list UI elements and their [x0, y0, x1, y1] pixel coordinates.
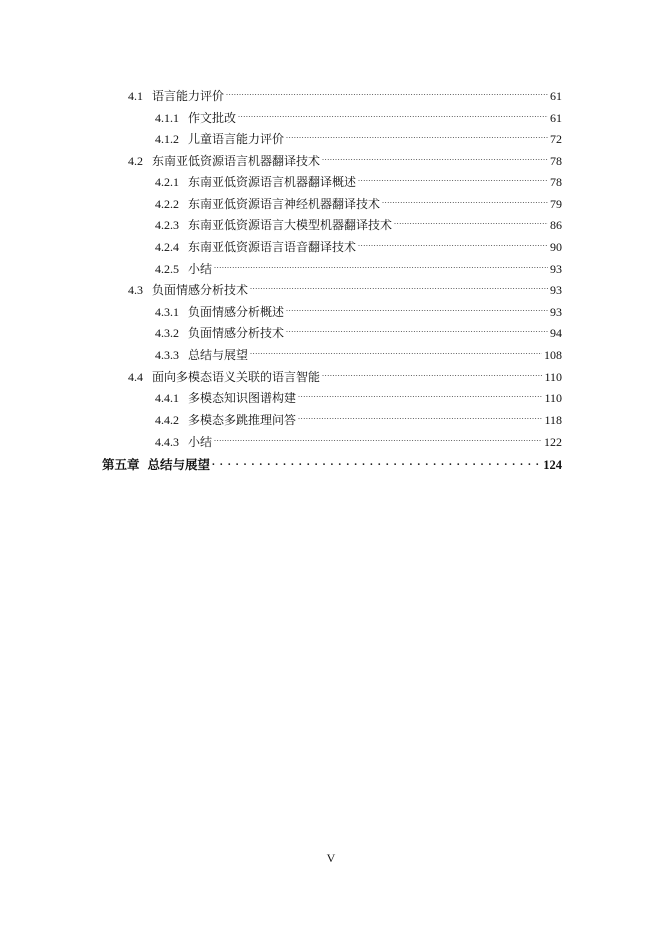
dot-leader — [238, 106, 548, 122]
toc-entry-4-2-5[interactable] — [155, 257, 562, 277]
toc-entry-4-3-1[interactable] — [155, 300, 562, 320]
dot-leader — [358, 170, 548, 186]
dot-leader — [214, 430, 542, 446]
toc-entry-title: 小结 — [188, 435, 213, 449]
toc-entry-4-4-2[interactable] — [155, 408, 562, 428]
dot-leader — [322, 365, 542, 381]
toc-entry-title: 语言能力评价 — [152, 89, 225, 103]
toc-entry-4-4-3[interactable] — [155, 430, 562, 450]
toc-entry-page: 93 — [550, 305, 562, 319]
toc-entry-title: 多模态多跳推理问答 — [188, 413, 297, 427]
toc-entry-page: 78 — [550, 175, 562, 189]
toc-entry-title: 负面情感分析技术 — [152, 283, 249, 297]
dot-leader — [226, 84, 548, 100]
toc-entry-title: 小结 — [188, 262, 213, 276]
toc-entry-page: 93 — [550, 283, 562, 297]
toc-entry-page: 79 — [550, 197, 562, 211]
dot-leader — [214, 257, 548, 273]
toc-entry-4-1-2[interactable] — [155, 127, 562, 147]
toc-entry-page: 94 — [550, 326, 562, 340]
toc-entry-page: 122 — [544, 435, 562, 449]
toc-entry-number: 4.4.1 — [155, 391, 179, 405]
toc-entry-number: 4.2 — [128, 154, 143, 168]
toc-entry-number: 4.2.5 — [155, 262, 179, 276]
toc-entry-number: 4.2.4 — [155, 240, 179, 254]
toc-entry-title: 东南亚低资源语言语音翻译技术 — [188, 240, 357, 254]
toc-entry-4-3[interactable] — [128, 278, 562, 298]
toc-entry-number: 4.3.3 — [155, 348, 179, 362]
toc-entry-4-2-3[interactable] — [155, 213, 562, 233]
toc-entry-number: 4.4.2 — [155, 413, 179, 427]
toc-entry-title: 多模态知识图谱构建 — [188, 391, 297, 405]
toc-entry-page: 61 — [550, 89, 562, 103]
dot-leader — [286, 127, 548, 143]
toc-entry-number: 4.1.1 — [155, 111, 179, 125]
toc-entry-page: 118 — [544, 413, 562, 427]
toc-entry-page: 72 — [550, 132, 562, 146]
dot-leader — [298, 408, 542, 424]
dot-leader — [394, 213, 548, 229]
toc-entry-number: 4.3.2 — [155, 326, 179, 340]
toc-entry-4-3-3[interactable] — [155, 343, 562, 363]
dot-leader — [286, 321, 548, 337]
toc-entry-number: 4.3 — [128, 283, 143, 297]
toc-entry-page: 90 — [550, 240, 562, 254]
dot-leader — [250, 343, 542, 359]
toc-entry-chapter-5[interactable] — [102, 453, 562, 473]
dot-leader — [358, 235, 548, 251]
toc-entry-number: 4.2.3 — [155, 218, 179, 232]
toc-entry-number: 4.2.1 — [155, 175, 179, 189]
toc-entry-number: 4.4.3 — [155, 435, 179, 449]
toc-entry-4-2-1[interactable] — [155, 170, 562, 190]
toc-entry-page: 108 — [544, 348, 562, 362]
toc-entry-title: 东南亚低资源语言大模型机器翻译技术 — [188, 218, 393, 232]
dot-leader — [322, 149, 548, 165]
chapter-title: 总结与展望 — [147, 458, 211, 472]
dot-leader — [212, 453, 541, 469]
toc-entry-4-4[interactable] — [128, 365, 562, 385]
dot-leader — [286, 300, 548, 316]
toc-entry-number: 4.4 — [128, 370, 143, 384]
toc-entry-page: 110 — [544, 370, 562, 384]
toc-entry-page: 110 — [544, 391, 562, 405]
dot-leader — [298, 386, 542, 402]
toc-entry-title: 东南亚低资源语言机器翻译概述 — [188, 175, 357, 189]
toc-entry-number: 4.1.2 — [155, 132, 179, 146]
toc-entry-title: 面向多模态语义关联的语言智能 — [152, 370, 321, 384]
toc-entry-title: 作文批改 — [188, 111, 237, 125]
toc-entry-title: 总结与展望 — [188, 348, 249, 362]
toc-entry-page: 86 — [550, 218, 562, 232]
chapter-number: 第五章 — [102, 458, 140, 472]
toc-entry-title: 负面情感分析技术 — [188, 326, 285, 340]
toc-entry-4-4-1[interactable] — [155, 386, 562, 406]
toc-entry-page: 78 — [550, 154, 562, 168]
toc-entry-4-2-4[interactable] — [155, 235, 562, 255]
toc-entry-4-1-1[interactable] — [155, 106, 562, 126]
toc-entry-4-2[interactable] — [128, 149, 562, 169]
toc-entry-title: 东南亚低资源语言机器翻译技术 — [152, 154, 321, 168]
chapter-page: 124 — [543, 458, 562, 472]
toc-entry-page: 61 — [550, 111, 562, 125]
toc-entry-4-1[interactable] — [128, 84, 562, 104]
toc-entry-title: 儿童语言能力评价 — [188, 132, 285, 146]
dot-leader — [382, 192, 548, 208]
toc-entry-number: 4.1 — [128, 89, 143, 103]
toc-entry-number: 4.3.1 — [155, 305, 179, 319]
dot-leader — [250, 278, 548, 294]
toc-entry-number: 4.2.2 — [155, 197, 179, 211]
toc-entry-4-2-2[interactable] — [155, 192, 562, 212]
page-folio: V — [326, 851, 336, 865]
toc-entry-4-3-2[interactable] — [155, 321, 562, 341]
toc-entry-title: 负面情感分析概述 — [188, 305, 285, 319]
toc-entry-page: 93 — [550, 262, 562, 276]
toc-entry-title: 东南亚低资源语言神经机器翻译技术 — [188, 197, 381, 211]
